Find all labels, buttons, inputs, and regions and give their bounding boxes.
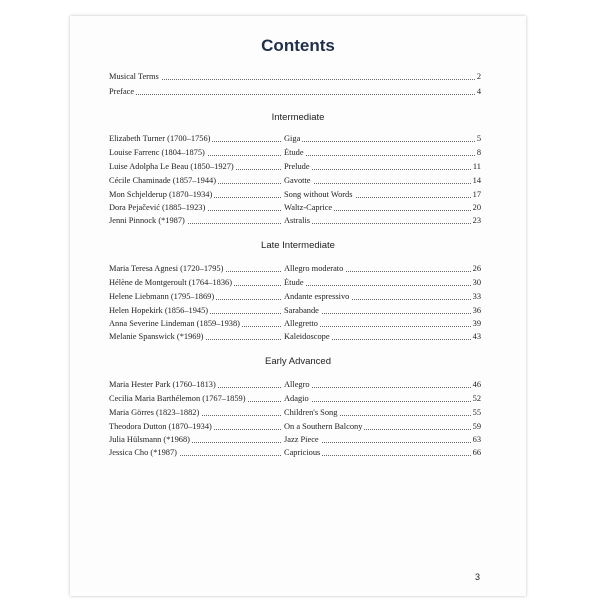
toc-piece: Giga xyxy=(284,134,301,143)
toc-entry-page: 63 xyxy=(472,435,481,444)
toc-piece: Gavotte xyxy=(284,176,311,185)
toc-entry[interactable] xyxy=(109,292,481,302)
toc-composer: Cécile Chaminade (1857–1944) xyxy=(109,176,216,185)
toc-piece: On a Southern Balcony xyxy=(284,422,363,431)
toc-piece: Étude xyxy=(284,278,304,287)
toc-composer: Elizabeth Turner (1700–1756) xyxy=(109,134,211,143)
toc-composer: Melanie Spanswick (*1969) xyxy=(109,332,204,341)
dot-leader xyxy=(109,79,475,80)
toc-entry[interactable] xyxy=(109,422,481,432)
toc-piece: Song without Words xyxy=(284,190,353,199)
toc-entry-page: 46 xyxy=(472,380,481,389)
toc-entry-page: 30 xyxy=(472,278,481,287)
toc-entry-page: 43 xyxy=(472,332,481,341)
toc-entry[interactable] xyxy=(109,332,481,342)
toc-entry-page: 5 xyxy=(476,134,481,143)
toc-entry[interactable] xyxy=(109,264,481,274)
toc-composer: Cecilia Maria Barthélemon (1767–1859) xyxy=(109,394,246,403)
toc-entry[interactable] xyxy=(109,306,481,316)
toc-piece: Children's Song xyxy=(284,408,338,417)
toc-entry-page: 23 xyxy=(472,216,481,225)
toc-composer: Mon Schjelderup (1870–1934) xyxy=(109,190,213,199)
toc-piece: Jazz Piece xyxy=(284,435,319,444)
toc-composer: Luise Adolpha Le Beau (1850–1927) xyxy=(109,162,234,171)
page-number: 3 xyxy=(475,572,481,582)
toc-entry[interactable] xyxy=(109,216,481,226)
toc-entry-page: 11 xyxy=(472,162,481,171)
toc-entry-page: 33 xyxy=(472,292,481,301)
toc-entry-page: 8 xyxy=(476,148,481,157)
toc-entry-page: 14 xyxy=(472,176,481,185)
toc-composer: Theodora Dutton (1870–1934) xyxy=(109,422,212,431)
section-heading-late-intermediate: Late Intermediate xyxy=(261,240,335,251)
toc-composer: Hélène de Montgeroult (1764–1836) xyxy=(109,278,233,287)
toc-entry-page: 17 xyxy=(472,190,481,199)
toc-composer: Dora Pejačević (1885–1923) xyxy=(109,203,206,212)
toc-piece: Kaleidoscope xyxy=(284,332,330,341)
toc-piece: Allegro moderato xyxy=(284,264,344,273)
toc-entry-preface[interactable] xyxy=(109,87,481,97)
toc-piece: Allegretto xyxy=(284,319,318,328)
toc-entry[interactable] xyxy=(109,134,481,144)
toc-entry-page: 55 xyxy=(472,408,481,417)
dot-leader xyxy=(109,94,475,95)
section-heading-early-advanced: Early Advanced xyxy=(264,356,331,367)
toc-composer: Maria Teresa Agnesi (1720–1795) xyxy=(109,264,224,273)
page-title: Contents xyxy=(261,36,335,55)
toc-entry-page: 66 xyxy=(472,448,481,457)
toc-composer: Jenni Pinnock (*1987) xyxy=(109,216,185,225)
toc-entry[interactable] xyxy=(109,394,481,404)
toc-piece: Prelude xyxy=(284,162,310,171)
toc-piece: Sarabande xyxy=(284,306,319,315)
toc-composer: Helen Hopekirk (1856–1945) xyxy=(109,306,209,315)
toc-entry-page: 26 xyxy=(472,264,481,273)
toc-piece: Allegro xyxy=(284,380,310,389)
toc-entry[interactable] xyxy=(109,278,481,288)
toc-entry-page: 39 xyxy=(472,319,481,328)
toc-entry[interactable] xyxy=(109,162,481,172)
toc-entry[interactable] xyxy=(109,203,481,213)
section-heading-intermediate: Intermediate xyxy=(271,112,325,123)
toc-entry-page: 4 xyxy=(476,87,481,96)
toc-composer: Julia Hülsmann (*1968) xyxy=(109,435,190,444)
toc-entry[interactable] xyxy=(109,380,481,390)
toc-composer: Maria Görres (1823–1882) xyxy=(109,408,200,417)
toc-composer: Louise Farrenc (1804–1875) xyxy=(109,148,205,157)
toc-composer: Helene Liebmann (1795–1869) xyxy=(109,292,215,301)
toc-entry[interactable] xyxy=(109,190,481,200)
toc-entry-label: Musical Terms xyxy=(109,72,159,81)
toc-entry[interactable] xyxy=(109,448,481,458)
toc-entry[interactable] xyxy=(109,435,481,445)
toc-entry-page: 20 xyxy=(472,203,481,212)
toc-entry-page: 52 xyxy=(472,394,481,403)
toc-entry-label: Preface xyxy=(109,87,135,96)
toc-piece: Waltz-Caprice xyxy=(284,203,333,212)
toc-piece: Capricious xyxy=(284,448,321,457)
toc-piece: Étude xyxy=(284,148,304,157)
toc-entry[interactable] xyxy=(109,319,481,329)
toc-entry-page: 36 xyxy=(472,306,481,315)
toc-entry-musical-terms[interactable] xyxy=(109,72,481,82)
toc-composer: Maria Hester Park (1760–1813) xyxy=(109,380,216,389)
toc-entry-page: 59 xyxy=(472,422,481,431)
toc-composer: Jessica Cho (*1987) xyxy=(109,448,177,457)
toc-entry[interactable] xyxy=(109,408,481,418)
toc-composer: Anna Severine Lindeman (1859–1938) xyxy=(109,319,240,328)
toc-piece: Adagio xyxy=(284,394,309,403)
toc-entry-page: 2 xyxy=(476,72,481,81)
toc-entry[interactable] xyxy=(109,148,481,158)
toc-entry[interactable] xyxy=(109,176,481,186)
toc-piece: Astralis xyxy=(284,216,311,225)
toc-piece: Andante espressivo xyxy=(284,292,350,301)
